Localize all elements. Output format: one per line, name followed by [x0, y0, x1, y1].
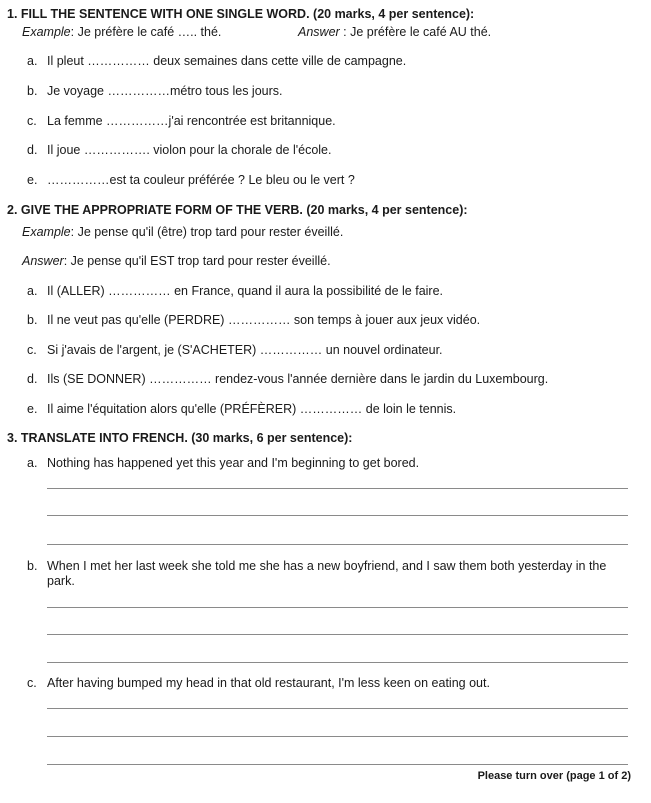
- answer-line[interactable]: [47, 764, 628, 765]
- item-text: Il joue ……………. violon pour la chorale de l'école.: [47, 143, 332, 157]
- item-text: Je voyage ……………métro tous les jours.: [47, 84, 283, 98]
- example-label: Example: [22, 25, 71, 39]
- item-letter: e.: [27, 173, 38, 187]
- answer-text: : Je pense qu'il EST trop tard pour rester éveillé.: [63, 254, 331, 268]
- item-letter: a.: [27, 284, 38, 298]
- example-text: : Je préfère le café ….. thé.: [70, 25, 222, 39]
- item-letter: b.: [27, 84, 38, 98]
- section-2-example: [22, 225, 343, 240]
- answer-line[interactable]: [47, 634, 628, 635]
- page-footer: Please turn over (page 1 of 2): [477, 770, 631, 782]
- item-letter: d.: [27, 143, 38, 157]
- section-2-answer: [22, 254, 331, 269]
- item-letter: a.: [27, 54, 38, 68]
- item-letter: b.: [27, 559, 38, 573]
- answer-label: Answer: [22, 254, 64, 268]
- item-letter: e.: [27, 402, 38, 416]
- example-text: : Je pense qu'il (être) trop tard pour rester éveillé.: [70, 225, 344, 239]
- answer-text: : Je préfère le café AU thé.: [339, 25, 492, 39]
- example-label: Example: [22, 225, 71, 239]
- answer-line[interactable]: [47, 607, 628, 608]
- section-1-heading: 1. FILL THE SENTENCE WITH ONE SINGLE WORD. (20 marks, 4 per sentence):: [7, 7, 475, 21]
- answer-line[interactable]: [47, 736, 628, 737]
- section-1-example: [22, 25, 221, 40]
- answer-line[interactable]: [47, 544, 628, 545]
- item-text: Il ne veut pas qu'elle (PERDRE) …………… son temps à jouer aux jeux vidéo.: [47, 313, 481, 327]
- item-letter: b.: [27, 313, 38, 327]
- item-letter: a.: [27, 456, 38, 470]
- answer-label: Answer: [298, 25, 340, 39]
- item-letter: c.: [27, 343, 37, 357]
- item-text: La femme ……………j'ai rencontrée est britannique.: [47, 114, 336, 128]
- item-letter: c.: [27, 114, 37, 128]
- answer-line[interactable]: [47, 708, 628, 709]
- item-text: Si j'avais de l'argent, je (S'ACHETER) …………… un nouvel ordinateur.: [47, 343, 443, 357]
- item-text: Il aime l'équitation alors qu'elle (PRÉFÈRER) …………… de loin le tennis.: [47, 402, 457, 416]
- item-text: Il (ALLER) …………… en France, quand il aura la possibilité de le faire.: [47, 284, 444, 298]
- section-1-answer: [298, 25, 491, 40]
- answer-line[interactable]: [47, 515, 628, 516]
- item-text: ……………est ta couleur préférée ? Le bleu ou le vert ?: [47, 173, 355, 187]
- answer-line[interactable]: [47, 488, 628, 489]
- item-text: Il pleut …………… deux semaines dans cette ville de campagne.: [47, 54, 407, 68]
- item-text: Nothing has happened yet this year and I'm beginning to get bored.: [47, 456, 420, 470]
- section-3-heading: 3. TRANSLATE INTO FRENCH. (30 marks, 6 per sentence):: [7, 431, 353, 445]
- item-text: When I met her last week she told me she has a new boyfriend, and I saw them both yesterday in the park.: [47, 559, 607, 588]
- item-text: After having bumped my head in that old restaurant, I'm less keen on eating out.: [47, 676, 490, 690]
- item-text: Ils (SE DONNER) …………… rendez-vous l'année dernière dans le jardin du Luxembourg.: [47, 372, 549, 386]
- section-2-heading: 2. GIVE THE APPROPRIATE FORM OF THE VERB. (20 marks, 4 per sentence):: [7, 203, 468, 217]
- item-letter: d.: [27, 372, 38, 386]
- answer-line[interactable]: [47, 662, 628, 663]
- item-letter: c.: [27, 676, 37, 690]
